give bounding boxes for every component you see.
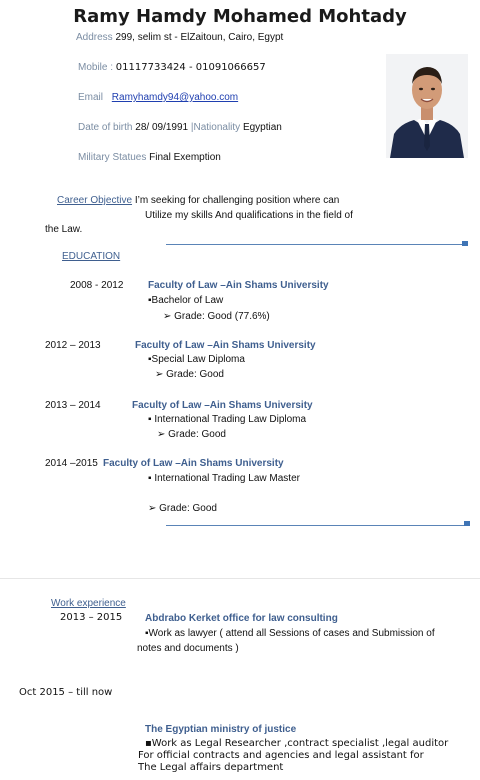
job-period: Oct 2015 – till now bbox=[19, 687, 113, 698]
mobile-label: Mobile : bbox=[78, 62, 114, 73]
job-description-1: ▪Work as lawyer ( attend all Sessions of cases and Submission of bbox=[145, 628, 435, 639]
education-school: Faculty of Law –Ain Shams University bbox=[148, 280, 329, 291]
page-break bbox=[0, 578, 480, 579]
education-grade: ➢ Grade: Good bbox=[157, 429, 226, 440]
nationality-label: |Nationality bbox=[190, 122, 241, 133]
education-period: 2008 - 2012 bbox=[70, 280, 124, 291]
divider-end-marker bbox=[462, 241, 468, 246]
education-period: 2013 – 2014 bbox=[45, 400, 101, 411]
address-line bbox=[76, 32, 283, 43]
address-label: Address bbox=[76, 32, 113, 43]
education-detail: ▪ International Trading Law Master bbox=[148, 473, 300, 484]
mobile-line bbox=[78, 62, 266, 73]
education-detail: ▪ International Trading Law Diploma bbox=[148, 414, 307, 425]
resume-name: Ramy Hamdy Mohamed Mohtady bbox=[73, 6, 407, 27]
email-label: Email bbox=[78, 92, 104, 103]
section-divider bbox=[166, 244, 464, 245]
education-period: 2014 –2015 bbox=[45, 458, 98, 469]
job-description-2: For official contracts and agencies and legal assistant for bbox=[138, 750, 424, 761]
job-period: 2013 – 2015 bbox=[60, 612, 123, 623]
education-grade: ➢ Grade: Good bbox=[148, 503, 217, 514]
nationality-value: Egyptian bbox=[242, 122, 282, 133]
education-school: Faculty of Law –Ain Shams University bbox=[103, 458, 284, 469]
profile-photo bbox=[386, 54, 468, 158]
section-divider bbox=[166, 525, 468, 526]
job-description-3: The Legal affairs department bbox=[138, 762, 284, 773]
career-line-1 bbox=[57, 195, 339, 206]
education-school: Faculty of Law –Ain Shams University bbox=[132, 400, 313, 411]
email-link[interactable]: Ramyhamdy94@yahoo.com bbox=[111, 92, 239, 103]
military-value: Final Exemption bbox=[149, 152, 221, 163]
job-description-1: ▪Work as Legal Researcher ,contract specialist ,legal auditor bbox=[145, 738, 449, 749]
education-grade: ➢ Grade: Good bbox=[155, 369, 224, 380]
education-grade: ➢ Grade: Good (77.6%) bbox=[163, 311, 270, 322]
email-line bbox=[78, 92, 238, 103]
military-line bbox=[78, 152, 221, 163]
divider-end-marker bbox=[464, 521, 470, 526]
dob-label: Date of birth bbox=[78, 122, 133, 133]
career-text-1: I’m seeking for challenging position where can bbox=[134, 195, 340, 206]
education-period: 2012 – 2013 bbox=[45, 340, 101, 351]
job-organization: The Egyptian ministry of justice bbox=[145, 724, 297, 735]
career-text-3: the Law. bbox=[45, 224, 83, 235]
career-text-2: Utilize my skills And qualifications in the field of bbox=[145, 210, 353, 221]
military-label: Military Statues bbox=[78, 152, 147, 163]
dob-line bbox=[78, 122, 282, 133]
education-school: Faculty of Law –Ain Shams University bbox=[135, 340, 316, 351]
education-detail: ▪Bachelor of Law bbox=[148, 295, 224, 306]
job-organization: Abdrabo Kerket office for law consulting bbox=[145, 613, 338, 624]
career-heading: Career Objective bbox=[57, 195, 133, 206]
education-detail: ▪Special Law Diploma bbox=[148, 354, 245, 365]
portrait-illustration bbox=[386, 54, 468, 158]
experience-heading: Work experience bbox=[51, 598, 126, 609]
dob-value: 28/ 09/1991 bbox=[135, 122, 189, 133]
mobile-value: 01117733424 - 01091066657 bbox=[115, 62, 266, 73]
education-heading: EDUCATION bbox=[62, 251, 121, 262]
job-description-2: notes and documents ) bbox=[137, 643, 239, 654]
address-value: 299, selim st - ElZaitoun, Cairo, Egypt bbox=[115, 32, 284, 43]
